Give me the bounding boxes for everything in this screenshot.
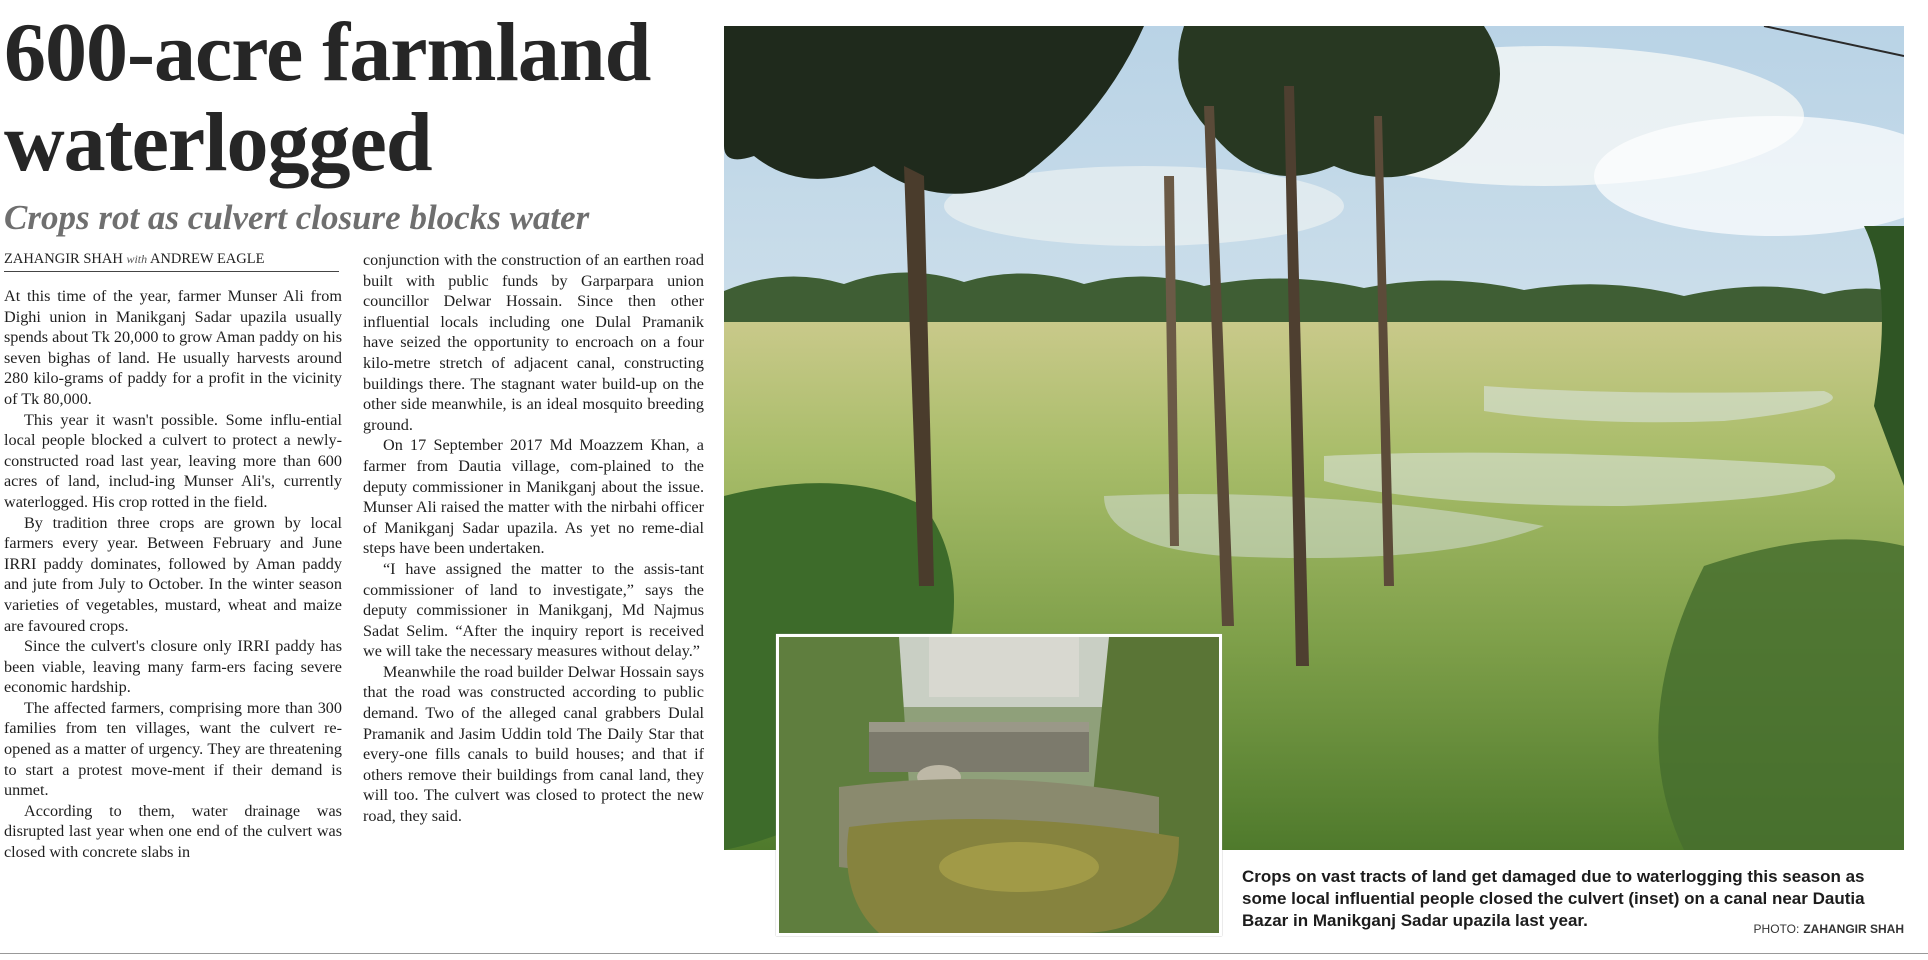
subheadline: Crops rot as culvert closure blocks water	[4, 198, 590, 237]
paragraph: By tradition three crops are grown by local farmers every year. Between February and June IRRI paddy dominates, followed by Aman paddy and jute from July to October. In the winter season varieties of vegetables, mustard, wheat and maize are favoured crops.	[4, 513, 342, 635]
byline-coauthor: ANDREW EAGLE	[149, 251, 265, 267]
paragraph: According to them, water drainage was disrupted last year when one end of the culvert was closed with concrete slabs in	[4, 801, 342, 862]
headline: 600-acre farmland waterlogged	[4, 6, 651, 189]
paragraph: Meanwhile the road builder Delwar Hossain says that the road was constructed according to public demand. Two of the alleged canal grabbers Dulal Pramanik and Jasim Uddin told The Daily Star that every-one fills canals to build houses; and that if others remove their buildings from canal land, they will too. The culvert was closed to protect the new road, they said.	[363, 662, 704, 826]
paragraph: On 17 September 2017 Md Moazzem Khan, a farmer from Dautia village, com-plained to the deputy commissioner in Manikganj about the issue. Munser Ali raised the matter with the nirbahi officer of Manikganj Sadar upazila. As yet no reme-dial steps have been undertaken.	[363, 436, 704, 558]
photo-caption: Crops on vast tracts of land get damaged due to waterlogging this season as some local influential people closed the culvert (inset) on a canal near Dautia Bazar in Manikganj Sadar upazila last year.	[1242, 867, 1865, 930]
paragraph: The affected farmers, comprising more than 300 families from ten villages, want the culvert re-opened as a matter of urgency. They are threatening to start a protest move-ment if their demand is unmet.	[4, 698, 342, 800]
paragraph: At this time of the year, farmer Munser Ali from Dighi union in Manikganj Sadar upazila usually spends about Tk 20,000 to grow Aman paddy on his seven bighas of land. He usually harvests around 280 kilo-grams of paddy for a profit in the vicinity of Tk 80,000.	[4, 287, 342, 408]
paragraph: conjunction with the construction of an earthen road built with public funds by Garparpara union councillor Delwar Hossain. Since then other influential locals including one Dulal Pramanik have seized the opportunity to encroach on a four kilo-metre stretch of adjacent canal, constructing buildings there. The stagnant water build-up on the other side meanwhile, is an ideal mosquito breeding ground.	[363, 251, 704, 434]
paragraph: “I have assigned the matter to the assis-tant commissioner of land to investigate,” says the deputy commissioner in Manikganj, Md Najmus Sadat Selim. “After the inquiry report is received we will take the necessary measures without delay.”	[363, 559, 704, 661]
photo-credit	[1754, 922, 1904, 936]
photo-credit-name: ZAHANGIR SHAH	[1803, 922, 1904, 936]
article-column-2	[363, 250, 704, 827]
paragraph: Since the culvert's closure only IRRI paddy has been viable, leaving many farm-ers facing severe economic hardship.	[4, 637, 342, 697]
article-column-1	[4, 286, 342, 863]
bottom-rule	[0, 953, 1928, 954]
paragraph: This year it wasn't possible. Some influ-ential local people blocked a culvert to protect a newly-constructed road last year, leaving more than 600 acres of land, includ-ing Munser Ali's, currently waterlogged. His crop rotted in the field.	[4, 410, 342, 511]
byline-author: ZAHANGIR SHAH	[4, 251, 123, 267]
byline	[4, 250, 339, 272]
photo-credit-label: PHOTO:	[1753, 922, 1800, 936]
inset-photo-culvert	[776, 634, 1222, 936]
byline-joiner: with	[126, 252, 148, 266]
